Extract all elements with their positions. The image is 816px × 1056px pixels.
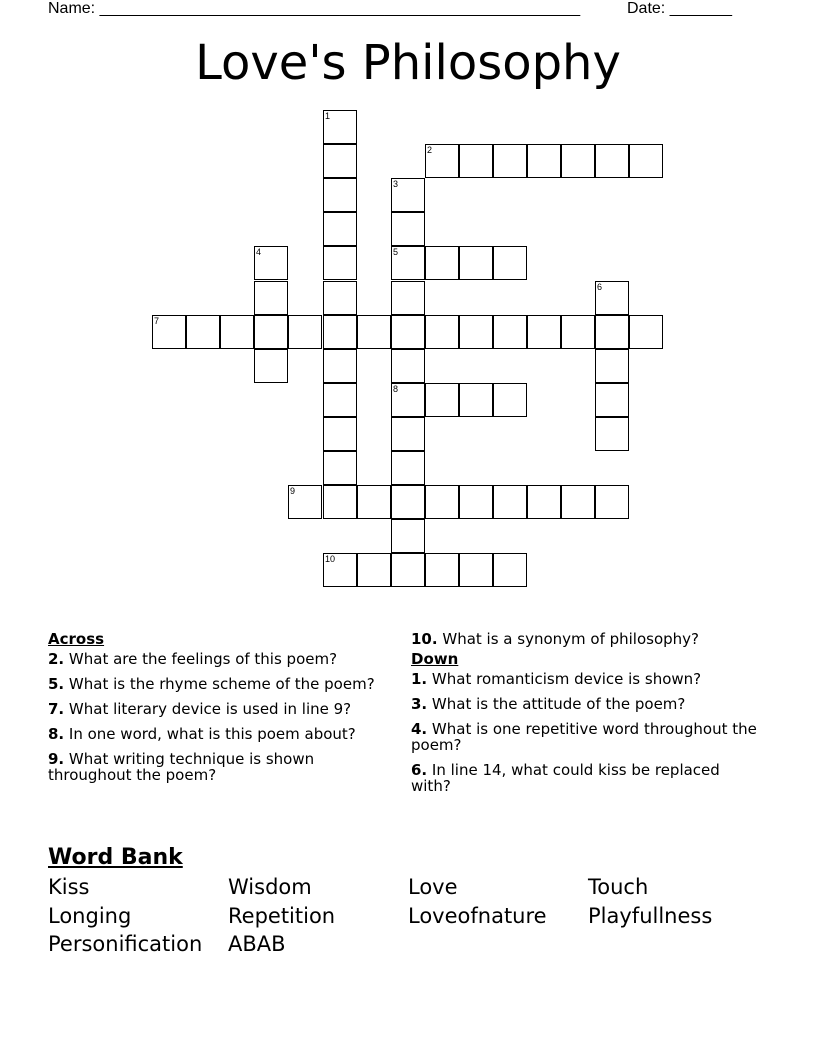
grid-cell[interactable]: [595, 144, 629, 178]
date-field-line: Date: _______: [627, 0, 732, 17]
grid-cell[interactable]: [391, 349, 425, 383]
word-bank-item: ABAB: [228, 932, 286, 956]
clue-down-6: [411, 762, 761, 794]
clues-right-column: [411, 631, 761, 803]
clue-number: 9.: [48, 750, 65, 768]
grid-cell[interactable]: [595, 383, 629, 417]
grid-cell[interactable]: [595, 281, 629, 315]
grid-cell[interactable]: [323, 246, 357, 280]
grid-cell[interactable]: [493, 144, 527, 178]
cell-number: 7: [154, 316, 160, 326]
clue-number: 4.: [411, 720, 428, 738]
grid-cell[interactable]: [425, 553, 459, 587]
cell-number: 5: [393, 247, 399, 257]
grid-cell[interactable]: [288, 485, 322, 519]
clue-down-4: [411, 721, 761, 753]
grid-cell[interactable]: [323, 553, 357, 587]
grid-cell[interactable]: [323, 281, 357, 315]
grid-cell[interactable]: [459, 246, 493, 280]
grid-cell[interactable]: [391, 417, 425, 451]
grid-cell[interactable]: [561, 485, 595, 519]
clue-text: In one word, what is this poem about?: [68, 725, 356, 743]
grid-cell[interactable]: [323, 315, 357, 349]
clue-number: 2.: [48, 650, 65, 668]
grid-cell[interactable]: [323, 144, 357, 178]
word-bank-item: Personification: [48, 932, 203, 956]
clue-down-1: [411, 671, 761, 687]
grid-cell[interactable]: [357, 485, 391, 519]
grid-cell[interactable]: [459, 553, 493, 587]
grid-cell[interactable]: [459, 144, 493, 178]
grid-cell[interactable]: [493, 315, 527, 349]
name-field-line: Name: ______________________________________________________: [48, 0, 581, 17]
clue-text: What writing technique is shown throughout the poem?: [48, 750, 315, 784]
grid-cell[interactable]: [425, 485, 459, 519]
word-bank-item: Loveofnature: [408, 903, 547, 928]
word-bank-item: Playfullness: [588, 903, 713, 928]
clue-across-5: [48, 676, 388, 692]
grid-cell[interactable]: [527, 315, 561, 349]
grid-cell[interactable]: [391, 281, 425, 315]
clue-number: 7.: [48, 700, 65, 718]
word-bank-item: Touch: [588, 875, 649, 899]
clue-text: What literary device is used in line 9?: [68, 700, 352, 718]
grid-cell[interactable]: [595, 315, 629, 349]
clue-number: 10.: [411, 630, 438, 648]
grid-cell[interactable]: [493, 246, 527, 280]
word-bank-item: Wisdom: [228, 875, 312, 899]
cell-number: 6: [597, 282, 603, 292]
grid-cell[interactable]: [595, 485, 629, 519]
cell-number: 4: [256, 247, 262, 257]
clue-across-7: [48, 701, 388, 717]
grid-cell[interactable]: [254, 315, 288, 349]
grid-cell[interactable]: [561, 144, 595, 178]
clue-number: 8.: [48, 725, 65, 743]
cell-number: 10: [325, 554, 336, 564]
clue-across-9: [48, 751, 388, 783]
grid-cell[interactable]: [493, 383, 527, 417]
grid-cell[interactable]: [459, 383, 493, 417]
down-heading: Down: [411, 650, 459, 668]
grid-cell[interactable]: [323, 417, 357, 451]
cell-number: 3: [393, 179, 399, 189]
grid-cell[interactable]: [288, 315, 322, 349]
grid-cell[interactable]: [493, 485, 527, 519]
clue-text: What is the attitude of the poem?: [431, 695, 686, 713]
clue-text: What is a synonym of philosophy?: [442, 630, 700, 648]
grid-cell[interactable]: [323, 383, 357, 417]
across-heading: Across: [48, 630, 105, 648]
grid-cell[interactable]: [425, 383, 459, 417]
grid-cell[interactable]: [254, 246, 288, 280]
grid-cell[interactable]: [391, 212, 425, 246]
grid-cell[interactable]: [527, 485, 561, 519]
grid-cell[interactable]: [323, 349, 357, 383]
grid-cell[interactable]: [391, 315, 425, 349]
clue-number: 6.: [411, 761, 428, 779]
grid-cell[interactable]: [254, 281, 288, 315]
grid-cell[interactable]: [391, 246, 425, 280]
grid-cell[interactable]: [391, 383, 425, 417]
grid-cell[interactable]: [425, 246, 459, 280]
grid-cell[interactable]: [323, 110, 357, 144]
word-bank-item: Repetition: [228, 903, 336, 928]
grid-cell[interactable]: [152, 315, 186, 349]
word-bank-item: Longing: [48, 903, 132, 928]
clue-text: What is the rhyme scheme of the poem?: [68, 675, 375, 693]
word-bank-item: Love: [408, 875, 458, 899]
clue-across-10: [411, 631, 761, 647]
clue-text: What is one repetitive word throughout the poem?: [411, 720, 757, 754]
clue-across-2: [48, 651, 388, 667]
grid-cell[interactable]: [186, 315, 220, 349]
grid-cell[interactable]: [323, 212, 357, 246]
clue-across-8: [48, 726, 388, 742]
clue-text: What are the feelings of this poem?: [68, 650, 338, 668]
grid-cell[interactable]: [561, 315, 595, 349]
clues-left-column: [48, 631, 388, 792]
grid-cell[interactable]: [459, 315, 493, 349]
grid-cell[interactable]: [357, 315, 391, 349]
grid-cell[interactable]: [391, 553, 425, 587]
grid-cell[interactable]: [629, 144, 663, 178]
clue-text: In line 14, what could kiss be replaced with?: [411, 761, 720, 795]
grid-cell[interactable]: [254, 349, 288, 383]
grid-cell[interactable]: [425, 315, 459, 349]
clue-number: 5.: [48, 675, 65, 693]
grid-cell[interactable]: [323, 451, 357, 485]
clue-number: 1.: [411, 670, 428, 688]
clue-down-3: [411, 696, 761, 712]
grid-cell[interactable]: [391, 178, 425, 212]
grid-cell[interactable]: [323, 178, 357, 212]
grid-cell[interactable]: [220, 315, 254, 349]
word-bank-title: Word Bank: [48, 845, 183, 870]
grid-cell[interactable]: [323, 485, 357, 519]
word-bank: [48, 873, 788, 959]
cell-number: 1: [325, 111, 331, 121]
grid-cell[interactable]: [527, 144, 561, 178]
grid-cell[interactable]: [391, 451, 425, 485]
grid-cell[interactable]: [595, 349, 629, 383]
grid-cell[interactable]: [391, 519, 425, 553]
clue-text: What romanticism device is shown?: [431, 670, 702, 688]
clue-number: 3.: [411, 695, 428, 713]
page-title: Love's Philosophy: [195, 35, 621, 91]
cell-number: 2: [427, 145, 433, 155]
grid-cell[interactable]: [425, 144, 459, 178]
grid-cell[interactable]: [493, 553, 527, 587]
grid-cell[interactable]: [629, 315, 663, 349]
grid-cell[interactable]: [391, 485, 425, 519]
grid-cell[interactable]: [357, 553, 391, 587]
word-bank-item: Kiss: [48, 875, 90, 899]
grid-cell[interactable]: [459, 485, 493, 519]
cell-number: 9: [290, 486, 296, 496]
cell-number: 8: [393, 384, 399, 394]
grid-cell[interactable]: [595, 417, 629, 451]
